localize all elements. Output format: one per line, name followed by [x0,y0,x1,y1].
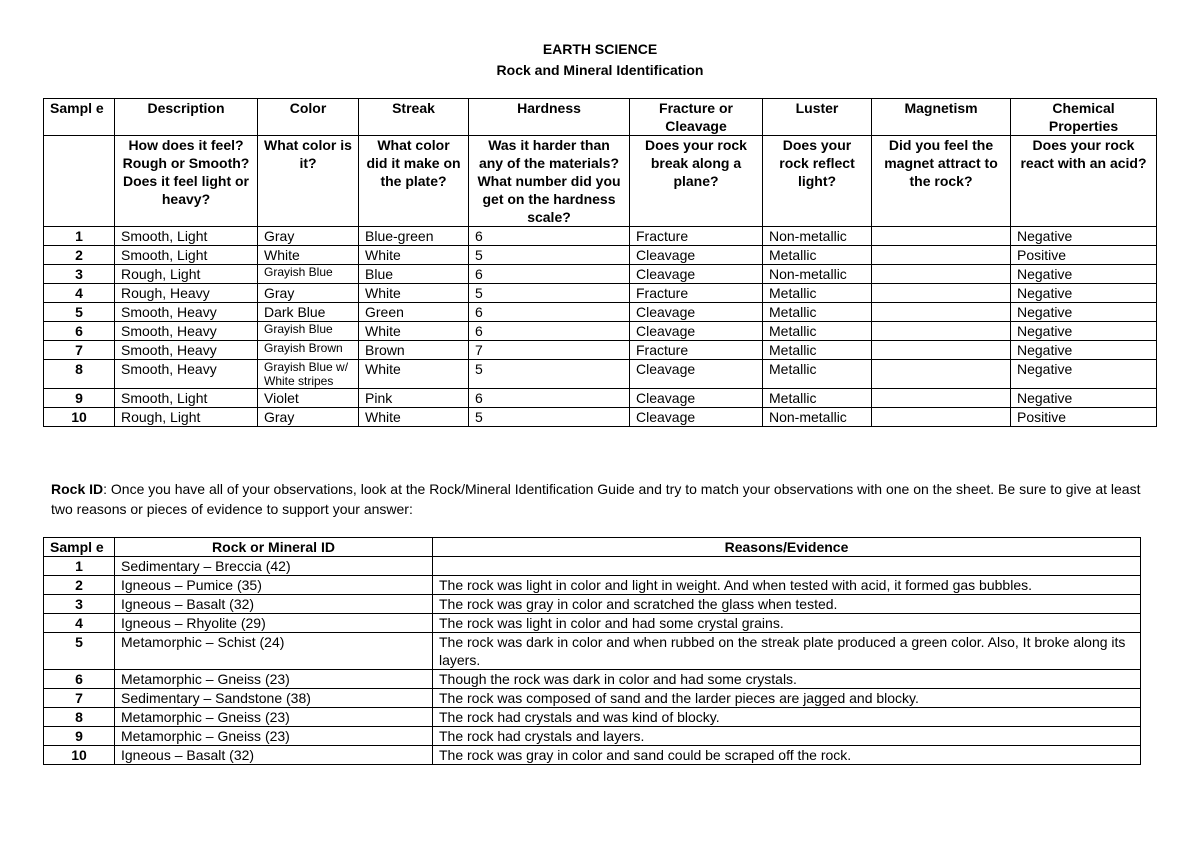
observation-cell: 3 [44,265,115,284]
column-header: Fracture or Cleavage [630,99,763,136]
column-question [44,136,115,227]
observation-cell: Negative [1011,265,1157,284]
observation-cell: Metallic [763,360,872,389]
observation-cell: Metallic [763,284,872,303]
observation-cell: 1 [44,227,115,246]
observation-cell: 5 [44,303,115,322]
observation-cell: Fracture [630,284,763,303]
observation-row [44,265,1157,284]
identification-cell: 5 [44,633,115,670]
identification-table [43,537,1141,765]
observation-cell: Negative [1011,341,1157,360]
column-header: Sampl e [44,538,115,557]
identification-row [44,689,1141,708]
column-question: Was it harder than any of the materials? What number did you get on the hardness scale? [469,136,630,227]
identification-cell: 7 [44,689,115,708]
observation-cell: Smooth, Light [115,227,258,246]
observation-cell: Negative [1011,322,1157,341]
observation-cell: Cleavage [630,408,763,427]
identification-row [44,576,1141,595]
observation-row [44,284,1157,303]
observation-cell: Smooth, Light [115,246,258,265]
observation-cell: 7 [469,341,630,360]
rock-id-label: Rock ID [51,481,104,497]
identification-cell: 9 [44,727,115,746]
observation-cell: Positive [1011,246,1157,265]
observation-cell: 6 [44,322,115,341]
observation-cell: 5 [469,284,630,303]
identification-cell: 6 [44,670,115,689]
observation-cell: Green [359,303,469,322]
identification-cell: The rock was composed of sand and the larder pieces are jagged and blocky. [433,689,1141,708]
observation-cell: Gray [258,408,359,427]
observation-cell: 5 [469,360,630,389]
identification-cell [433,557,1141,576]
observation-cell: White [359,322,469,341]
column-question: Does your rock break along a plane? [630,136,763,227]
identification-cell: The rock was light in color and light in weight. And when tested with acid, it formed gas bubbles. [433,576,1141,595]
observation-cell [872,341,1011,360]
observation-row [44,303,1157,322]
observation-row [44,408,1157,427]
observation-cell: Cleavage [630,303,763,322]
observation-cell [872,227,1011,246]
column-question: How does it feel? Rough or Smooth? Does it feel light or heavy? [115,136,258,227]
identification-cell: 4 [44,614,115,633]
column-header: Description [115,99,258,136]
observation-cell: Non-metallic [763,408,872,427]
observation-cell: Metallic [763,246,872,265]
column-header: Reasons/Evidence [433,538,1141,557]
observation-cell [872,246,1011,265]
identification-cell: 2 [44,576,115,595]
column-header: Color [258,99,359,136]
observation-cell: Gray [258,284,359,303]
observation-cell: Fracture [630,341,763,360]
identification-cell: Sedimentary – Breccia (42) [115,557,433,576]
observation-cell: 8 [44,360,115,389]
column-header: Sampl e [44,99,115,136]
identification-cell: Igneous – Rhyolite (29) [115,614,433,633]
observation-row [44,227,1157,246]
page-subtitle: Rock and Mineral Identification [496,62,704,78]
observation-cell: Non-metallic [763,265,872,284]
column-question: Does your rock reflect light? [763,136,872,227]
observation-row [44,341,1157,360]
observation-cell: White [359,284,469,303]
column-question: What color did it make on the plate? [359,136,469,227]
observation-cell: Smooth, Heavy [115,360,258,389]
observation-cell: Metallic [763,303,872,322]
observation-cell: Blue [359,265,469,284]
column-header: Luster [763,99,872,136]
identification-row [44,633,1141,670]
identification-cell: 10 [44,746,115,765]
identification-row [44,708,1141,727]
observation-cell: 9 [44,389,115,408]
identification-cell: 1 [44,557,115,576]
observation-cell: 6 [469,303,630,322]
observation-cell: 6 [469,227,630,246]
identification-cell: Metamorphic – Schist (24) [115,633,433,670]
identification-row [44,670,1141,689]
observation-cell: Smooth, Heavy [115,341,258,360]
identification-row [44,746,1141,765]
observation-cell: 2 [44,246,115,265]
identification-cell: Sedimentary – Sandstone (38) [115,689,433,708]
identification-cell: The rock was gray in color and sand could be scraped off the rock. [433,746,1141,765]
observation-cell: Violet [258,389,359,408]
observation-cell: Negative [1011,360,1157,389]
identification-cell: The rock had crystals and layers. [433,727,1141,746]
observation-row [44,246,1157,265]
identification-cell: Though the rock was dark in color and had some crystals. [433,670,1141,689]
observation-cell: 5 [469,408,630,427]
observation-cell: Rough, Light [115,408,258,427]
observation-header-row [44,99,1157,136]
observation-cell: Grayish Brown [258,341,359,360]
observation-cell: 5 [469,246,630,265]
observation-cell: Blue-green [359,227,469,246]
observation-cell: 4 [44,284,115,303]
observation-cell [872,360,1011,389]
observation-cell: Cleavage [630,322,763,341]
column-header: Hardness [469,99,630,136]
identification-cell: The rock was dark in color and when rubbed on the streak plate produced a green color. Also, It broke along its layers. [433,633,1141,670]
observation-cell [872,408,1011,427]
column-header: Rock or Mineral ID [115,538,433,557]
observation-cell: White [258,246,359,265]
observation-cell: Negative [1011,303,1157,322]
identification-header-row [44,538,1141,557]
rock-id-text: : Once you have all of your observations, look at the Rock/Mineral Identification Guide and try to match your observations with one on the sheet. Be sure to give at least two reasons or pieces of evidence to support your answer: [51,481,1141,517]
identification-cell: Igneous – Basalt (32) [115,746,433,765]
observation-cell: Grayish Blue [258,322,359,341]
observation-cell: 7 [44,341,115,360]
observation-table [43,98,1157,427]
identification-cell: The rock was light in color and had some crystal grains. [433,614,1141,633]
observation-cell [872,284,1011,303]
column-question: Did you feel the magnet attract to the rock? [872,136,1011,227]
observation-cell: Cleavage [630,360,763,389]
observation-question-row [44,136,1157,227]
rock-id-instructions [51,479,1151,519]
page-title: EARTH SCIENCE [542,41,658,57]
observation-cell: 10 [44,408,115,427]
observation-cell: Negative [1011,284,1157,303]
observation-row [44,389,1157,408]
observation-cell: Metallic [763,389,872,408]
observation-cell [872,322,1011,341]
observation-cell: White [359,408,469,427]
observation-cell: Metallic [763,341,872,360]
identification-cell: 3 [44,595,115,614]
observation-cell: Smooth, Light [115,389,258,408]
observation-row [44,322,1157,341]
identification-cell: Metamorphic – Gneiss (23) [115,670,433,689]
observation-cell: Negative [1011,389,1157,408]
observation-cell: Rough, Heavy [115,284,258,303]
observation-cell: Non-metallic [763,227,872,246]
observation-cell: Cleavage [630,246,763,265]
identification-cell: Metamorphic – Gneiss (23) [115,708,433,727]
column-question: Does your rock react with an acid? [1011,136,1157,227]
identification-row [44,614,1141,633]
observation-cell: 6 [469,265,630,284]
identification-cell: The rock was gray in color and scratched the glass when tested. [433,595,1141,614]
observation-cell: Smooth, Heavy [115,322,258,341]
observation-cell [872,389,1011,408]
identification-cell: Igneous – Pumice (35) [115,576,433,595]
observation-cell: Fracture [630,227,763,246]
observation-cell: Metallic [763,322,872,341]
identification-row [44,557,1141,576]
observation-cell: White [359,360,469,389]
observation-row [44,360,1157,389]
observation-cell: Gray [258,227,359,246]
observation-cell: Brown [359,341,469,360]
observation-cell: Grayish Blue w/ White stripes [258,360,359,389]
observation-cell: Cleavage [630,265,763,284]
observation-cell: Grayish Blue [258,265,359,284]
identification-cell: The rock had crystals and was kind of blocky. [433,708,1141,727]
observation-cell: Positive [1011,408,1157,427]
observation-cell: Dark Blue [258,303,359,322]
observation-cell [872,303,1011,322]
observation-cell: Smooth, Heavy [115,303,258,322]
observation-cell: 6 [469,322,630,341]
observation-cell: Pink [359,389,469,408]
identification-row [44,595,1141,614]
observation-cell: 6 [469,389,630,408]
column-header: Streak [359,99,469,136]
observation-cell [872,265,1011,284]
column-header: Chemical Properties [1011,99,1157,136]
observation-cell: White [359,246,469,265]
identification-cell: Metamorphic – Gneiss (23) [115,727,433,746]
observation-cell: Rough, Light [115,265,258,284]
identification-cell: Igneous – Basalt (32) [115,595,433,614]
observation-cell: Negative [1011,227,1157,246]
identification-row [44,727,1141,746]
column-header: Magnetism [872,99,1011,136]
observation-cell: Cleavage [630,389,763,408]
column-question: What color is it? [258,136,359,227]
identification-cell: 8 [44,708,115,727]
